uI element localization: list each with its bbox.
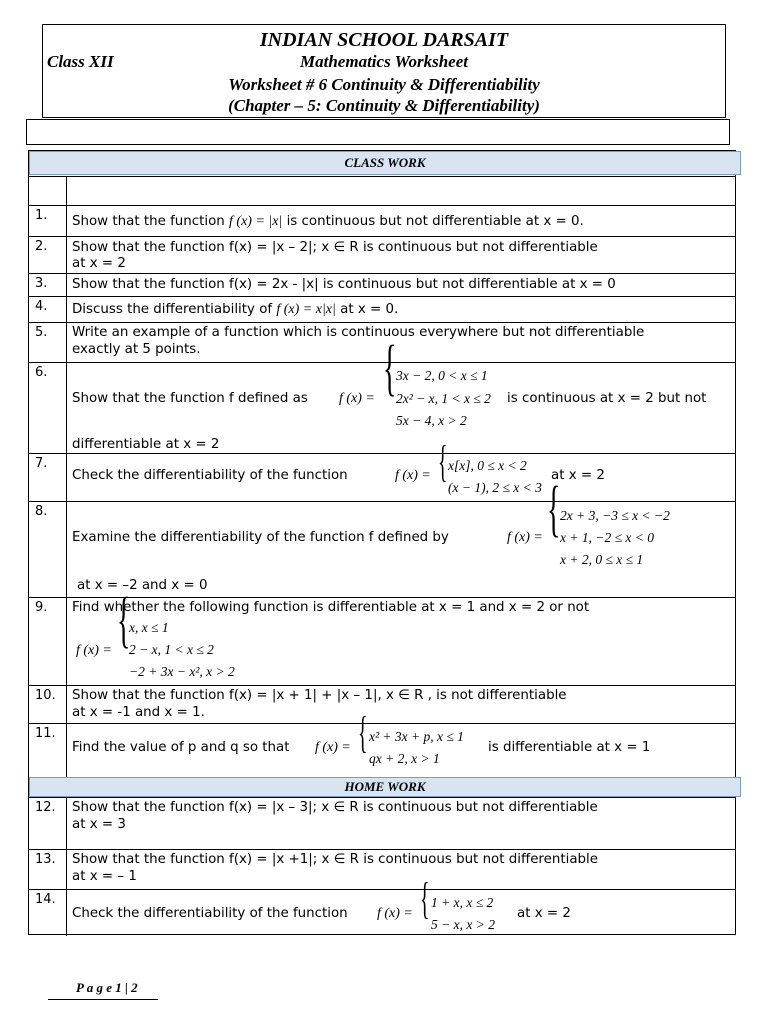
- table-row: [29, 797, 735, 849]
- question-line: Check the differentiability of the function: [72, 468, 348, 483]
- question-text: [67, 686, 735, 723]
- question-line: Show that the function f(x) = 2x - |x| is continuous but not differentiable at x = 0: [72, 277, 616, 292]
- case-line: qx + 2, x > 1: [369, 751, 440, 766]
- case-line: 3x − 2, 0 < x ≤ 1: [396, 368, 488, 383]
- table-row: [29, 586, 735, 685]
- question-line: at x = -1 and x = 1.: [72, 705, 205, 720]
- question-line: at x = 3: [72, 817, 126, 832]
- question-text-part: is continuous but not differentiable at x = 0.: [282, 214, 584, 229]
- question-number: 14.: [29, 890, 67, 936]
- question-text: [67, 850, 735, 889]
- table-row: [29, 322, 735, 362]
- question-line: at x = –2 and x = 0: [77, 578, 208, 593]
- case-line: (x − 1), 2 ≤ x < 3: [448, 480, 542, 495]
- function-label: f (x) =: [507, 530, 543, 545]
- table-row: [29, 849, 735, 889]
- header-box: [42, 24, 726, 118]
- brace-symbol: {: [420, 874, 430, 923]
- case-line: 2 − x, 1 < x ≤ 2: [129, 642, 214, 657]
- case-line: x + 1, −2 ≤ x < 0: [560, 530, 654, 545]
- case-line: −2 + 3x − x², x > 2: [129, 664, 235, 679]
- case-line: x[x], 0 ≤ x < 2: [448, 458, 527, 473]
- worksheet-title: Worksheet # 6 Continuity & Differentiability: [228, 75, 540, 94]
- case-line: 5x − 4, x > 2: [396, 413, 467, 428]
- question-text: [67, 237, 735, 273]
- case-line: 2x² − x, 1 < x ≤ 2: [396, 391, 491, 406]
- case-line: x, x ≤ 1: [129, 620, 169, 635]
- question-line: Find the value of p and q so that: [72, 740, 290, 755]
- question-number: 2.: [29, 237, 67, 273]
- question-number: 3.: [29, 274, 67, 296]
- question-number: 6.: [29, 363, 67, 453]
- question-number: 11.: [29, 724, 67, 777]
- page-footer: P a g e 1 | 2: [48, 980, 158, 1000]
- question-number: 7.: [29, 454, 67, 501]
- question-number: [29, 177, 67, 205]
- function-label: f (x) =: [339, 391, 375, 406]
- question-text: [67, 177, 735, 205]
- case-line: x² + 3x + p, x ≤ 1: [369, 729, 464, 744]
- question-line: differentiable at x = 2: [72, 437, 220, 452]
- question-text: [67, 297, 735, 322]
- formula: f (x) = |x|: [229, 214, 283, 229]
- question-text-part: at x = 0.: [335, 302, 399, 317]
- question-table: [28, 150, 736, 935]
- question-text: [67, 798, 735, 849]
- question-number: 4.: [29, 297, 67, 322]
- table-row: [29, 273, 735, 296]
- brace-symbol: {: [438, 437, 448, 486]
- question-line: Show that the function f(x) = |x +1|; x ∈ R is continuous but not differentiable: [72, 852, 599, 867]
- homework-heading: HOME WORK: [29, 777, 741, 797]
- question-line: Examine the differentiability of the function f defined by: [72, 530, 449, 545]
- blank-field: [26, 119, 730, 145]
- worksheet-subject: Mathematics Worksheet: [300, 52, 468, 71]
- brace-symbol: {: [358, 708, 368, 757]
- classwork-heading: CLASS WORK: [29, 151, 741, 175]
- question-text-part: Show that the function: [72, 214, 230, 229]
- table-row: [29, 236, 735, 273]
- table-row: [29, 205, 735, 236]
- question-text: [67, 586, 735, 685]
- function-label: f (x) =: [315, 740, 351, 755]
- school-name: INDIAN SCHOOL DARSAIT: [259, 29, 509, 51]
- brace-symbol: {: [547, 475, 561, 543]
- question-line: is differentiable at x = 1: [488, 740, 651, 755]
- question-line: Find whether the following function is differentiable at x = 1 and x = 2 or not: [72, 600, 590, 615]
- case-line: 2x + 3, −3 ≤ x < −2: [560, 508, 670, 523]
- question-line: Check the differentiability of the function: [72, 906, 348, 921]
- table-row: [29, 176, 735, 205]
- formula: f (x) = x|x|: [276, 302, 336, 317]
- question-line: Show that the function f(x) = |x – 2|; x ∈ R is continuous but not differentiable: [72, 240, 598, 255]
- question-line: exactly at 5 points.: [72, 342, 201, 357]
- question-text: [67, 323, 735, 362]
- brace-symbol: {: [117, 586, 131, 654]
- question-number: 5.: [29, 323, 67, 362]
- function-label: f (x) =: [395, 468, 431, 483]
- question-number: 1.: [29, 206, 67, 236]
- table-row: [29, 685, 735, 723]
- question-line: at x = – 1: [72, 869, 137, 884]
- question-number: 12.: [29, 798, 67, 849]
- question-line: Show that the function f defined as: [72, 391, 308, 406]
- question-line: Show that the function f(x) = |x – 3|; x ∈ R is continuous but not differentiable: [72, 800, 598, 815]
- question-text: [67, 274, 735, 296]
- class-label: Class XII: [47, 52, 114, 71]
- question-line: Show that the function f(x) = |x + 1| + |x – 1|, x ∈ R , is not differentiable: [72, 688, 567, 703]
- brace-symbol: {: [383, 334, 397, 402]
- question-line: at x = 2: [72, 256, 126, 271]
- question-text-part: Discuss the differentiability of: [72, 302, 277, 317]
- function-label: f (x) =: [76, 643, 112, 658]
- question-line: at x = 2: [551, 468, 605, 483]
- question-number: 8.: [29, 502, 67, 597]
- case-line: x + 2, 0 ≤ x ≤ 1: [560, 552, 644, 567]
- question-text: [67, 206, 735, 236]
- table-row: [29, 296, 735, 322]
- question-line: Write an example of a function which is continuous everywhere but not differentiable: [72, 325, 645, 340]
- question-number: 13.: [29, 850, 67, 889]
- worksheet-chapter: (Chapter – 5: Continuity & Differentiability): [228, 96, 540, 115]
- question-number: 10.: [29, 686, 67, 723]
- function-label: f (x) =: [377, 906, 413, 921]
- question-line: at x = 2: [517, 906, 571, 921]
- case-line: 1 + x, x ≤ 2: [431, 895, 494, 910]
- question-number: 9.: [29, 598, 67, 685]
- question-line: is continuous at x = 2 but not: [507, 391, 707, 406]
- case-line: 5 − x, x > 2: [431, 917, 495, 932]
